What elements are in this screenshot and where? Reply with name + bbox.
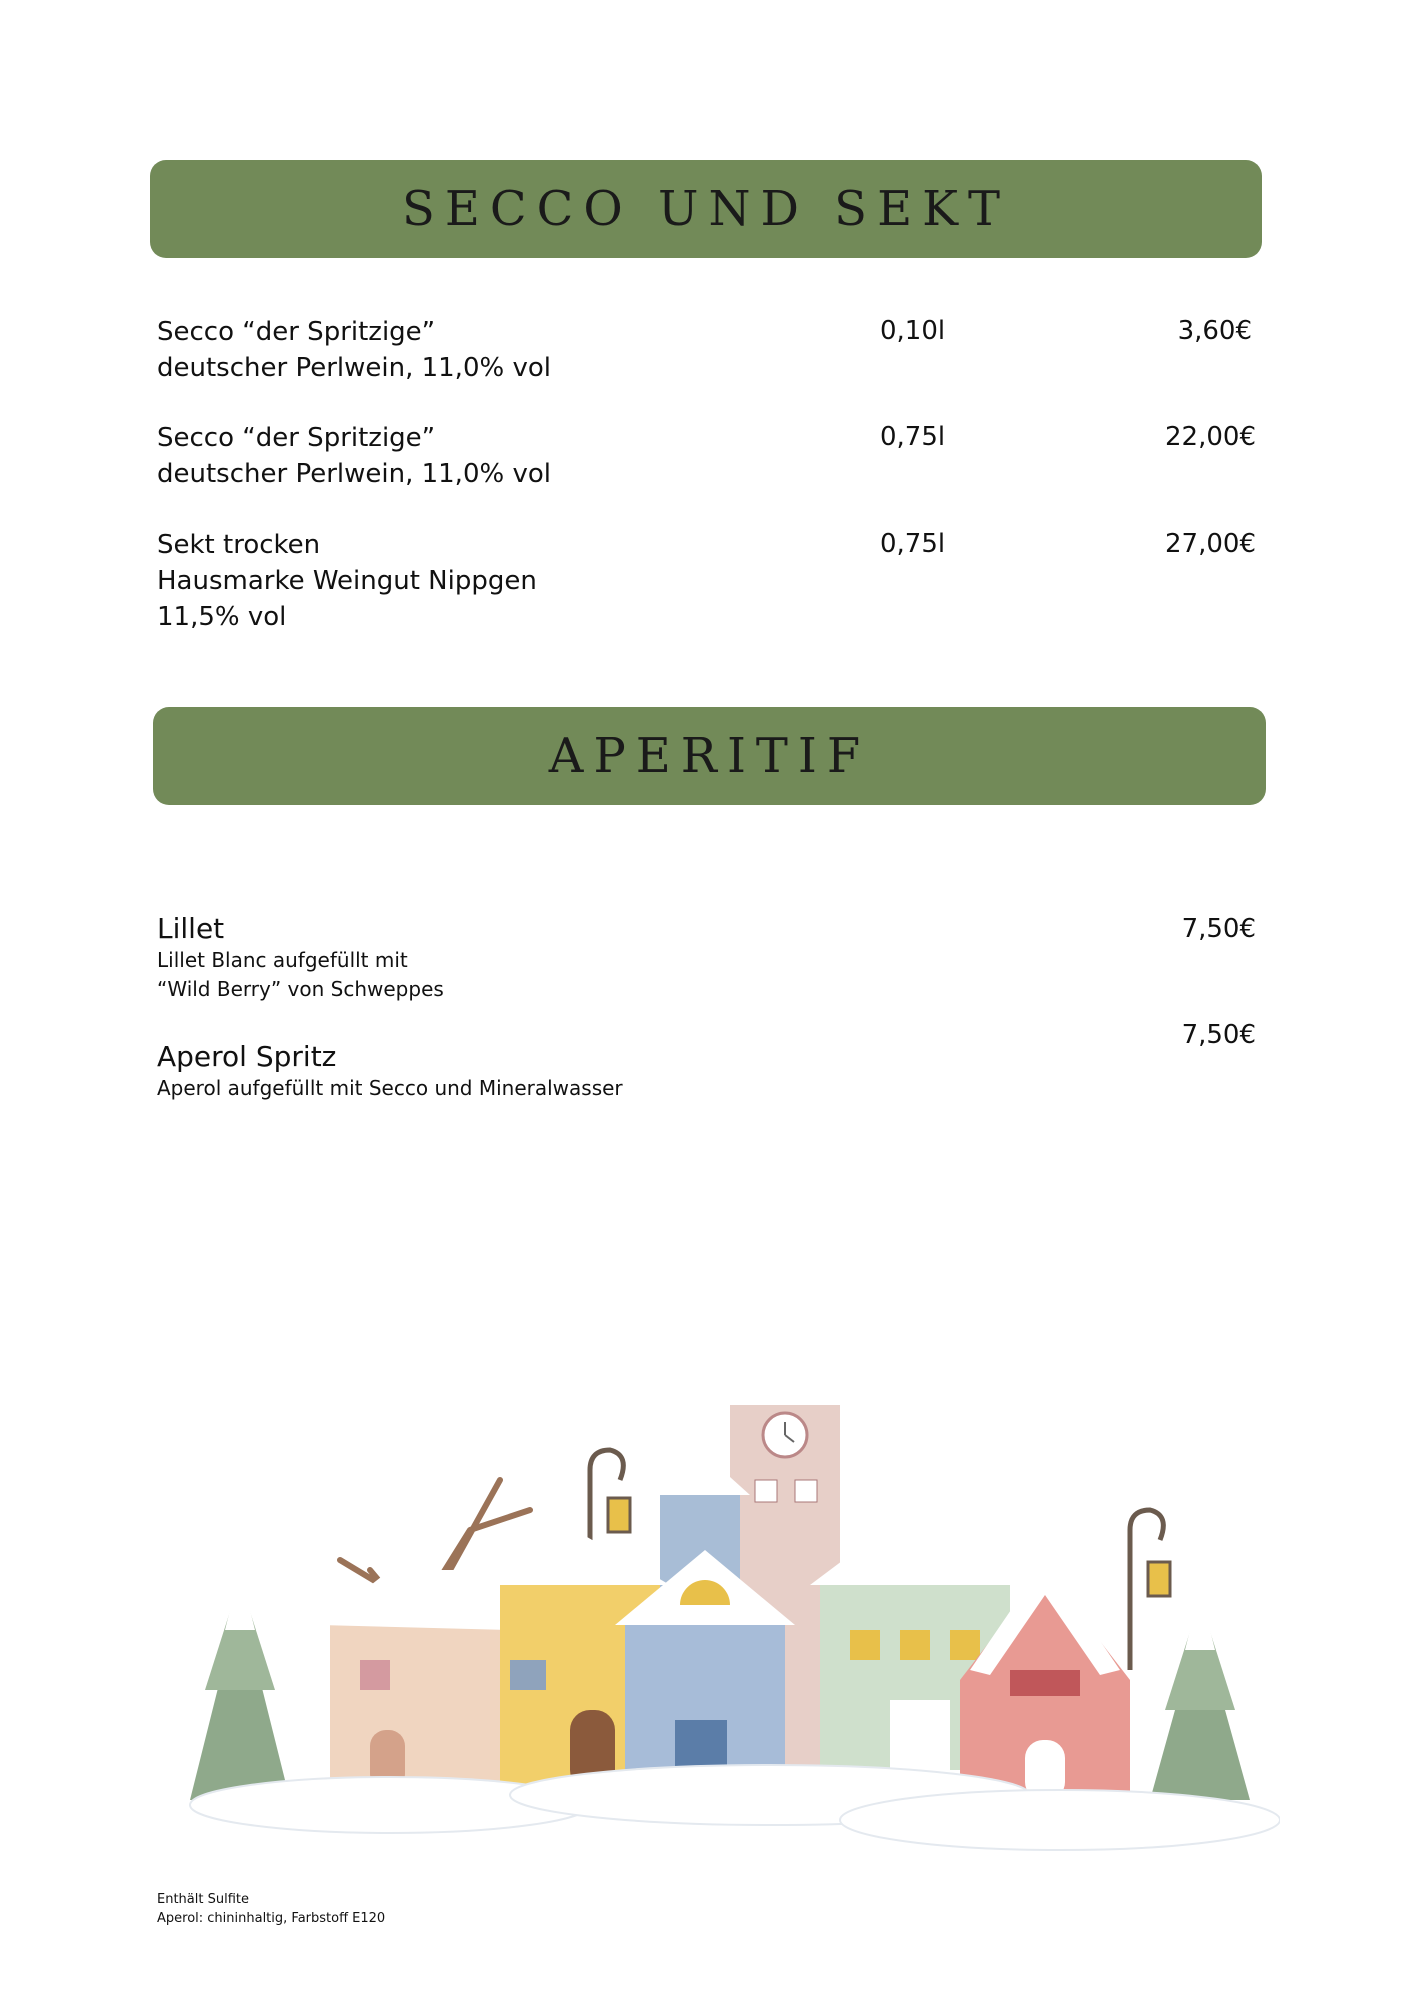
item-description: deutscher Perlwein, 11,0% vol xyxy=(157,459,551,489)
item-description: Hausmarke Weingut Nippgen xyxy=(157,566,537,596)
item-price: 7,50€ xyxy=(1181,1020,1256,1050)
item-price: 7,50€ xyxy=(1181,914,1256,944)
section-banner-aperitif xyxy=(153,707,1266,805)
section-title: APERITIF xyxy=(548,728,871,784)
item-description: deutscher Perlwein, 11,0% vol xyxy=(157,353,551,383)
pine-tree-icon xyxy=(190,1570,290,1800)
item-description xyxy=(157,946,444,1004)
winter-village-illustration xyxy=(130,1330,1280,1870)
pine-tree-icon xyxy=(1150,1590,1250,1800)
item-volume: 0,10l xyxy=(880,316,946,346)
footer-line: Enthält Sulfite xyxy=(157,1892,249,1907)
item-name: Secco “der Spritzige” xyxy=(157,317,436,347)
section-title: SECCO UND SEKT xyxy=(402,181,1010,237)
menu-item xyxy=(157,420,551,492)
menu-item xyxy=(157,527,537,635)
description-line: “Wild Berry” von Schweppes xyxy=(157,977,444,1001)
section-banner-secco xyxy=(150,160,1262,258)
item-volume: 0,75l xyxy=(880,422,946,452)
item-price: 3,60€ xyxy=(1177,316,1252,346)
item-name: Sekt trocken xyxy=(157,530,321,560)
item-name: Secco “der Spritzige” xyxy=(157,423,436,453)
house-icon xyxy=(320,1570,510,1790)
item-name: Aperol Spritz xyxy=(157,1040,337,1073)
item-description: 11,5% vol xyxy=(157,602,287,632)
description-line: Aperol aufgefüllt mit Secco und Mineralwasser xyxy=(157,1076,623,1100)
item-name: Lillet xyxy=(157,912,225,945)
menu-item xyxy=(157,314,551,386)
item-price: 27,00€ xyxy=(1165,529,1256,559)
item-volume: 0,75l xyxy=(880,529,946,559)
footer-line: Aperol: chininhaltig, Farbstoff E120 xyxy=(157,1911,386,1926)
footer-note xyxy=(157,1890,385,1928)
item-price: 22,00€ xyxy=(1165,422,1256,452)
item-description xyxy=(157,1074,623,1103)
street-lamp-icon xyxy=(1130,1510,1170,1670)
description-line: Lillet Blanc aufgefüllt mit xyxy=(157,948,408,972)
